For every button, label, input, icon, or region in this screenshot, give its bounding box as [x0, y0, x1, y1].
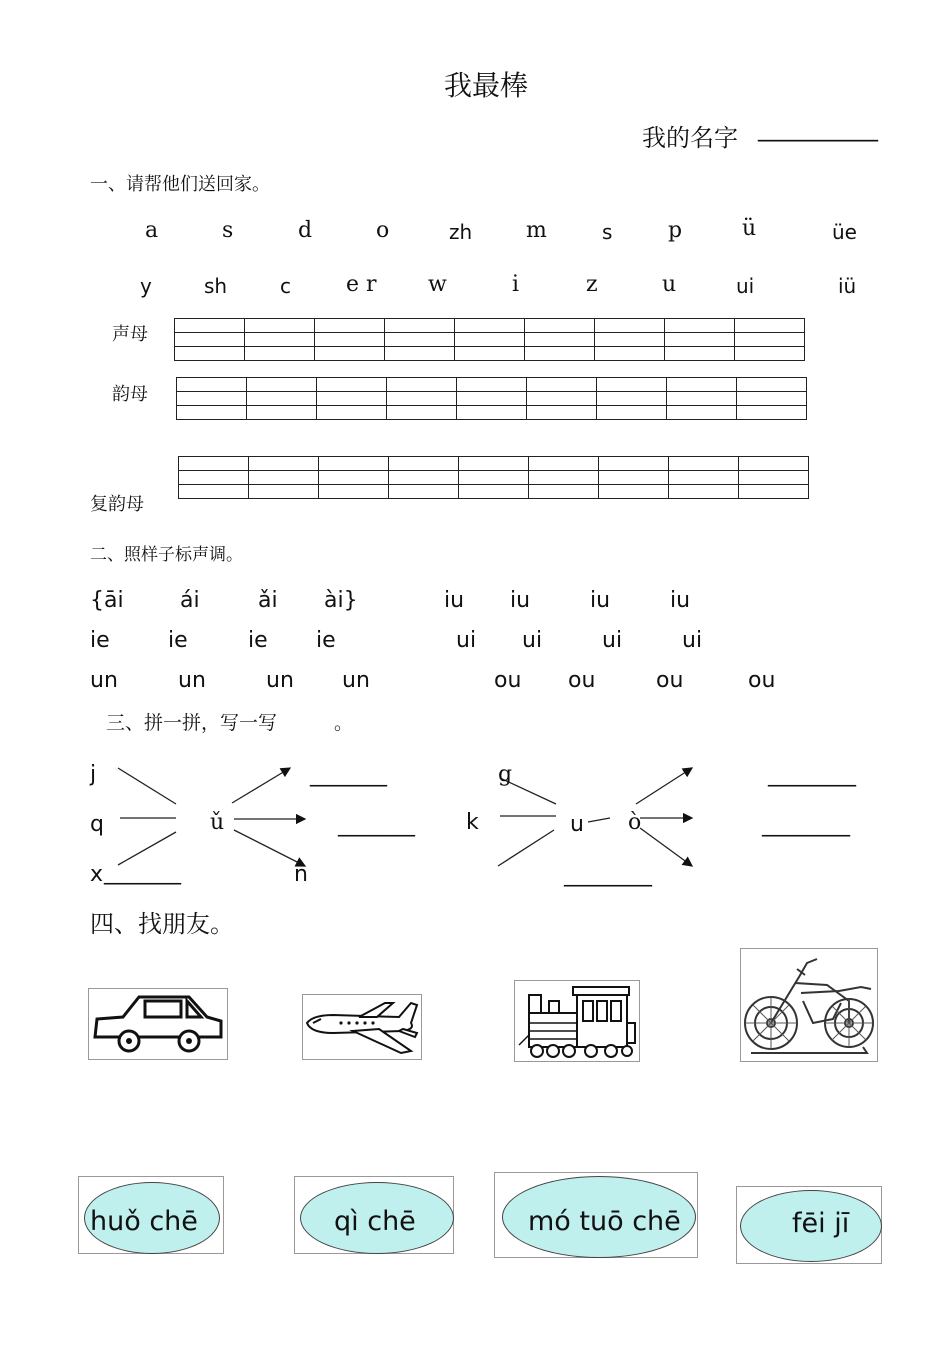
letter: ü	[742, 216, 757, 241]
tone-item[interactable]: ou	[656, 668, 684, 693]
name-label: 我的名字	[642, 124, 738, 152]
section1-heading: 一、请帮他们送回家。	[90, 174, 270, 195]
letter: u	[662, 272, 677, 297]
letter: üe	[832, 220, 857, 244]
letter: s	[602, 220, 613, 244]
tone-example: ái	[180, 588, 200, 613]
answer-blank[interactable]: _______	[338, 812, 415, 837]
letter: w	[428, 272, 447, 297]
word-feiji: fēi jī	[792, 1208, 850, 1239]
tone-item[interactable]: iu	[510, 588, 531, 613]
letter: y	[140, 274, 152, 298]
tone-item[interactable]: un	[342, 668, 370, 693]
section3-heading-end: 。	[334, 712, 354, 734]
letter: sh	[204, 274, 228, 298]
name-blank[interactable]: __________	[758, 114, 878, 142]
motorcycle-picture[interactable]	[740, 948, 878, 1062]
tone-item[interactable]: ie	[248, 628, 268, 653]
word-qiche: qì chē	[334, 1206, 416, 1237]
section4-heading: 四、找朋友。	[90, 910, 234, 938]
tone-item[interactable]: ui	[522, 628, 543, 653]
tone-example: ǎi	[258, 588, 278, 613]
tone-item[interactable]: ui	[602, 628, 623, 653]
initial-k: k	[466, 810, 479, 835]
letter: iü	[838, 274, 857, 298]
final-u: ǔ	[210, 810, 225, 835]
tail-n: n	[294, 862, 308, 887]
medial-u: u	[570, 812, 584, 837]
answer-blank[interactable]: _______	[104, 860, 181, 885]
tone-example: ài}	[324, 588, 358, 613]
letter: s	[222, 218, 234, 243]
tone-example: {āi	[90, 588, 124, 613]
car-icon	[89, 989, 227, 1059]
answer-blank[interactable]: ________	[762, 812, 850, 837]
train-icon	[515, 981, 639, 1061]
letter: o	[376, 218, 390, 243]
tone-item[interactable]: iu	[444, 588, 465, 613]
airplane-picture[interactable]	[302, 994, 422, 1060]
answer-blank[interactable]: ________	[768, 762, 856, 787]
tone-item[interactable]: un	[90, 668, 118, 693]
tone-item[interactable]: un	[178, 668, 206, 693]
letter: p	[668, 218, 683, 243]
tone-item[interactable]: ou	[748, 668, 776, 693]
tone-item[interactable]: ie	[316, 628, 336, 653]
answer-blank[interactable]: _______	[310, 762, 387, 787]
letter: ui	[736, 274, 755, 298]
grid-label-shengmu: 声母	[112, 324, 148, 345]
initial-g: g	[498, 762, 513, 787]
car-picture[interactable]	[88, 988, 228, 1060]
letter: zh	[449, 220, 473, 244]
letter: a	[145, 218, 159, 243]
train-picture[interactable]	[514, 980, 640, 1062]
tone-item[interactable]: ou	[568, 668, 596, 693]
tone-item[interactable]: ie	[168, 628, 188, 653]
tone-item[interactable]: ou	[494, 668, 522, 693]
grid-label-yunmu: 韵母	[112, 384, 148, 405]
letter: z	[586, 272, 598, 297]
letter: d	[298, 218, 313, 243]
tone-item[interactable]: iu	[590, 588, 611, 613]
tone-item[interactable]: un	[266, 668, 294, 693]
answer-blank[interactable]: ________	[564, 862, 652, 887]
grid-label-fuyunmu: 复韵母	[90, 494, 144, 515]
page-title: 我最棒	[444, 69, 529, 102]
letter: e r	[346, 272, 377, 297]
tone-item[interactable]: iu	[670, 588, 691, 613]
word-motuoche: mó tuō chē	[528, 1206, 681, 1237]
tone-item[interactable]: ie	[90, 628, 110, 653]
tone-item[interactable]: ui	[456, 628, 477, 653]
motorcycle-icon	[741, 949, 877, 1061]
letter: c	[280, 274, 291, 298]
letter: i	[512, 272, 520, 297]
initial-x: x	[90, 862, 104, 887]
initial-j: j	[90, 762, 97, 787]
final-o: ò	[628, 810, 642, 835]
airplane-icon	[303, 995, 421, 1059]
section2-heading: 二、照样子标声调。	[90, 545, 243, 565]
tone-item[interactable]: ui	[682, 628, 703, 653]
word-huoche: huǒ chē	[90, 1206, 198, 1237]
section3-heading: 三、拼一拼，写一写	[106, 712, 278, 734]
initial-q: q	[90, 812, 104, 837]
letter: m	[526, 218, 547, 243]
